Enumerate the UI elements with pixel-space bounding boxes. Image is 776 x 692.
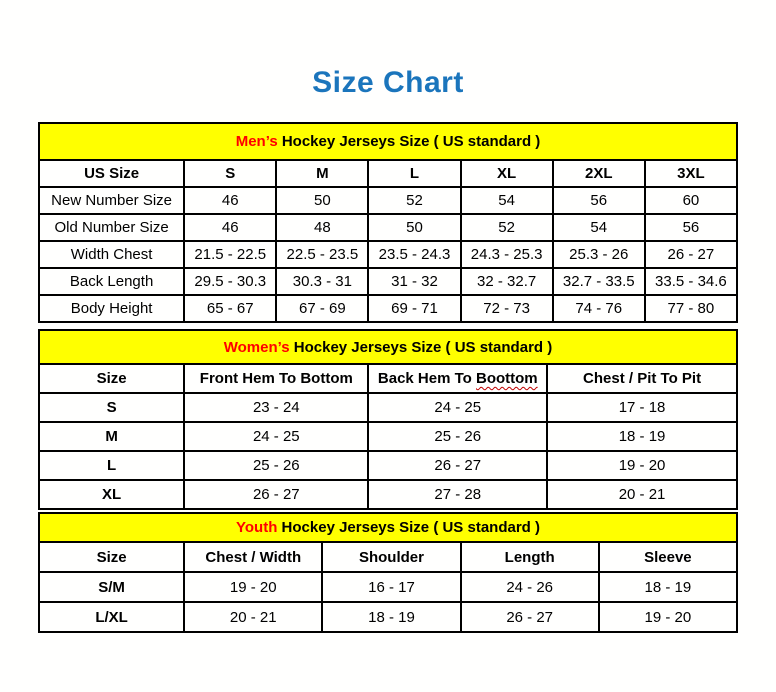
- youth-banner-rest: Hockey Jerseys Size ( US standard ): [277, 519, 540, 536]
- mens-size-table: [38, 122, 738, 323]
- mens-banner: [39, 123, 737, 160]
- womens-banner-row: [39, 330, 737, 364]
- table-row: [39, 268, 737, 295]
- column-header-cell: Size: [39, 364, 184, 393]
- value-cell: 52: [461, 214, 553, 241]
- column-header-cell: Chest / Width: [184, 542, 322, 572]
- value-cell: 25.3 - 26: [553, 241, 645, 268]
- value-cell: 25 - 26: [184, 451, 368, 480]
- youth-banner-highlight: Youth: [236, 519, 278, 536]
- column-header-cell: Size: [39, 542, 184, 572]
- womens-size-table: [38, 329, 738, 510]
- value-cell: 22.5 - 23.5: [276, 241, 368, 268]
- row-label-cell: L/XL: [39, 602, 184, 632]
- value-cell: 54: [461, 187, 553, 214]
- value-cell: 29.5 - 30.3: [184, 268, 276, 295]
- value-cell: 52: [368, 187, 460, 214]
- value-cell: 19 - 20: [599, 602, 737, 632]
- row-label-cell: Width Chest: [39, 241, 184, 268]
- value-cell: 74 - 76: [553, 295, 645, 322]
- table-row: [39, 422, 737, 451]
- value-cell: 24 - 26: [461, 572, 599, 602]
- womens-banner-rest: Hockey Jerseys Size ( US standard ): [289, 338, 553, 356]
- table-row: [39, 480, 737, 509]
- youth-banner-row: [39, 513, 737, 542]
- youth-table-body: [39, 542, 737, 632]
- value-cell: 48: [276, 214, 368, 241]
- page-title: Size Chart: [312, 66, 464, 99]
- column-header-cell: L: [368, 160, 460, 187]
- column-header-cell: XL: [461, 160, 553, 187]
- value-cell: 26 - 27: [645, 241, 737, 268]
- row-label-cell: S/M: [39, 572, 184, 602]
- value-cell: 24.3 - 25.3: [461, 241, 553, 268]
- mens-table-body: [39, 160, 737, 322]
- value-cell: 19 - 20: [547, 451, 737, 480]
- row-label-cell: S: [39, 393, 184, 422]
- value-cell: 23 - 24: [184, 393, 368, 422]
- value-cell: 18 - 19: [599, 572, 737, 602]
- value-cell: 56: [645, 214, 737, 241]
- mens-banner-rest: Hockey Jerseys Size ( US standard ): [277, 133, 541, 150]
- column-header-cell: M: [276, 160, 368, 187]
- value-cell: 32 - 32.7: [461, 268, 553, 295]
- column-header-row: [39, 542, 737, 572]
- value-cell: 17 - 18: [547, 393, 737, 422]
- value-cell: 25 - 26: [368, 422, 547, 451]
- value-cell: 72 - 73: [461, 295, 553, 322]
- value-cell: 26 - 27: [461, 602, 599, 632]
- row-label-cell: Old Number Size: [39, 214, 184, 241]
- value-cell: 77 - 80: [645, 295, 737, 322]
- value-cell: 50: [368, 214, 460, 241]
- value-cell: 16 - 17: [322, 572, 460, 602]
- row-label-cell: M: [39, 422, 184, 451]
- value-cell: 18 - 19: [322, 602, 460, 632]
- value-cell: 31 - 32: [368, 268, 460, 295]
- value-cell: 18 - 19: [547, 422, 737, 451]
- column-header-cell: 3XL: [645, 160, 737, 187]
- table-row: [39, 214, 737, 241]
- column-header-cell: Front Hem To Bottom: [184, 364, 368, 393]
- value-cell: 50: [276, 187, 368, 214]
- youth-size-table: [38, 512, 738, 633]
- womens-banner-highlight: Women’s: [223, 338, 290, 356]
- column-header-cell: Sleeve: [599, 542, 737, 572]
- value-cell: 60: [645, 187, 737, 214]
- value-cell: 26 - 27: [184, 480, 368, 509]
- youth-banner: [39, 513, 737, 542]
- row-label-cell: XL: [39, 480, 184, 509]
- column-header-cell: Length: [461, 542, 599, 572]
- column-header-row: [39, 160, 737, 187]
- value-cell: 19 - 20: [184, 572, 322, 602]
- value-cell: 46: [184, 187, 276, 214]
- table-row: [39, 187, 737, 214]
- value-cell: 69 - 71: [368, 295, 460, 322]
- misspelled-word: Boottom: [476, 370, 538, 387]
- column-header-cell: S: [184, 160, 276, 187]
- value-cell: 27 - 28: [368, 480, 547, 509]
- column-header-cell: Chest / Pit To Pit: [547, 364, 737, 393]
- column-header-cell: US Size: [39, 160, 184, 187]
- value-cell: 65 - 67: [184, 295, 276, 322]
- value-cell: 24 - 25: [184, 422, 368, 451]
- row-label-cell: L: [39, 451, 184, 480]
- table-row: [39, 572, 737, 602]
- value-cell: 30.3 - 31: [276, 268, 368, 295]
- value-cell: 54: [553, 214, 645, 241]
- row-label-cell: New Number Size: [39, 187, 184, 214]
- value-cell: 23.5 - 24.3: [368, 241, 460, 268]
- column-header-cell: 2XL: [553, 160, 645, 187]
- row-label-cell: Body Height: [39, 295, 184, 322]
- value-cell: 20 - 21: [184, 602, 322, 632]
- womens-table-body: [39, 364, 737, 509]
- table-row: [39, 241, 737, 268]
- value-cell: 20 - 21: [547, 480, 737, 509]
- column-header-row: [39, 364, 737, 393]
- value-cell: 56: [553, 187, 645, 214]
- value-cell: 46: [184, 214, 276, 241]
- mens-banner-row: [39, 123, 737, 160]
- row-label-cell: Back Length: [39, 268, 184, 295]
- table-row: [39, 393, 737, 422]
- size-tables-container: [38, 122, 738, 633]
- column-header-cell: Back Hem To Boottom: [368, 364, 547, 393]
- table-row: [39, 451, 737, 480]
- value-cell: 26 - 27: [368, 451, 547, 480]
- table-row: [39, 602, 737, 632]
- value-cell: 67 - 69: [276, 295, 368, 322]
- value-cell: 24 - 25: [368, 393, 547, 422]
- value-cell: 33.5 - 34.6: [645, 268, 737, 295]
- column-header-cell: Shoulder: [322, 542, 460, 572]
- mens-banner-highlight: Men’s: [235, 133, 278, 150]
- value-cell: 21.5 - 22.5: [184, 241, 276, 268]
- table-row: [39, 295, 737, 322]
- value-cell: 32.7 - 33.5: [553, 268, 645, 295]
- womens-banner: [39, 330, 737, 364]
